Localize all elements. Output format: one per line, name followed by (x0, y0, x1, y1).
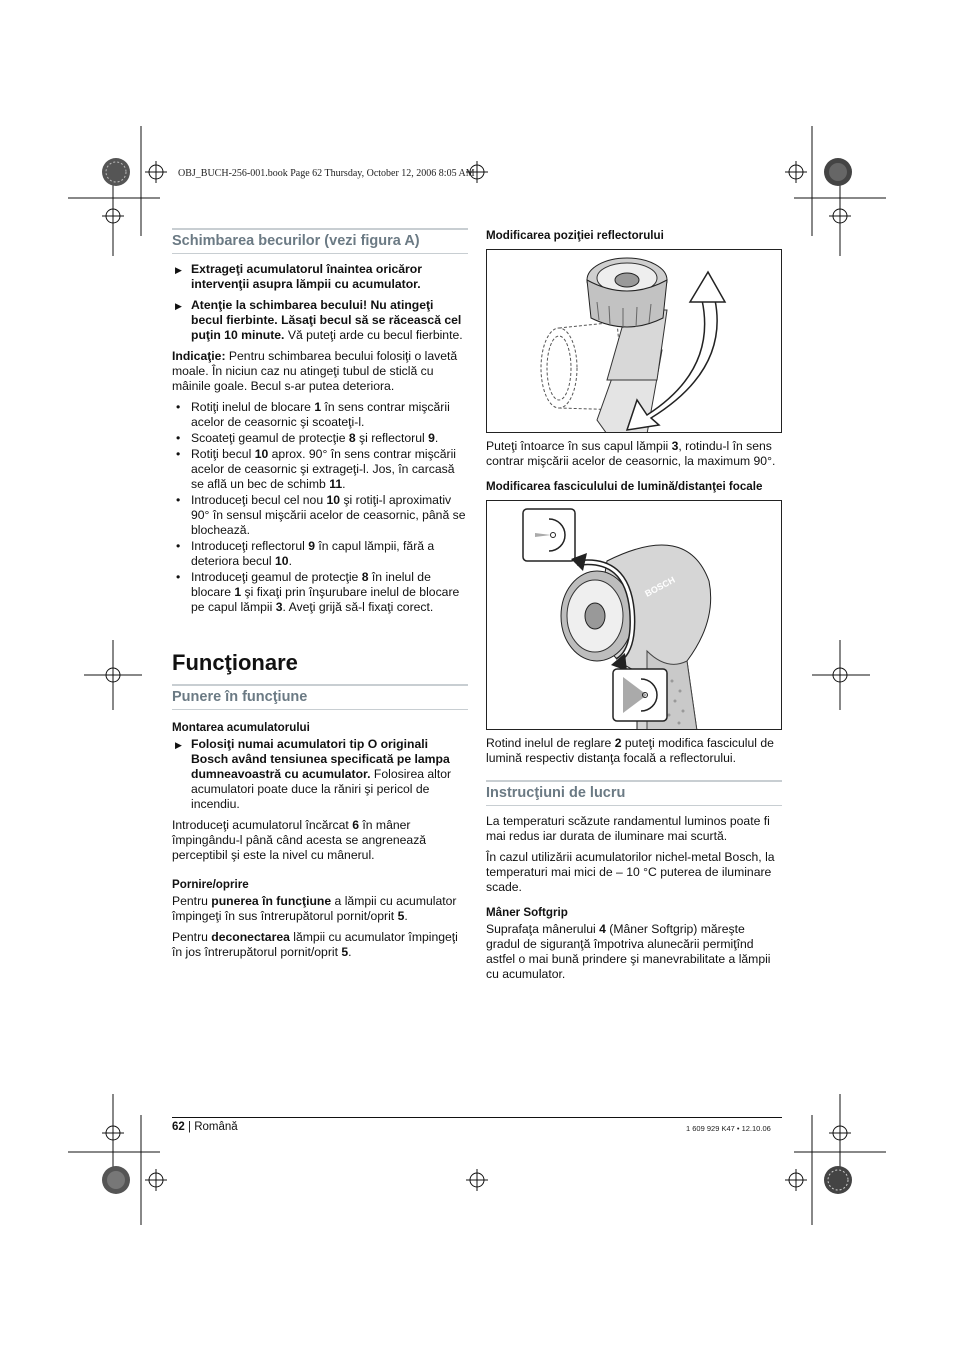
beam-wide-icon (613, 669, 667, 721)
switch-off-paragraph: Pentru deconectarea lămpii cu acumulator împingeţi în jos întrerupătorul pornit/oprit 5. (172, 930, 458, 959)
warning-bold: Extrageţi acumulatorul înaintea oricăror intervenţii asupra lămpii cu acumulator. (191, 262, 422, 291)
footer-rule (172, 1117, 782, 1118)
section-title-startup: Punere în funcţiune (172, 684, 468, 710)
figure-caption-reflector: Puteţi întoarce în sus capul lămpii 3, rotindu-l în sens contrar mişcării acelor de ceasornic, la maximum 90°. (486, 439, 776, 468)
beam-narrow-icon (523, 509, 575, 561)
lamp-focus-illustration (487, 501, 782, 730)
figure-reflector-position (486, 249, 782, 433)
warning-bold: Atenţie la schimbarea becului! Nu atingeţi becul fierbinte. Lăsaţi becul să se răcească cel puţin 10 minute. (191, 298, 462, 342)
figure-caption-beam: Rotind inelul de reglare 2 puteţi modifica fasciculul de lumină respectiv distanţa focală a reflectorului. (486, 736, 774, 765)
right-column (486, 226, 782, 988)
footer-language: Română (194, 1121, 238, 1133)
arrow-bullet-icon: ▶ (175, 301, 182, 311)
page-number: 62 (172, 1121, 185, 1133)
step-text: Introduceţi geamul de protecţie 8 în inelul de blocare 1 şi fixaţi prin înşurubare inelul de blocare pe capul lămpii 3. Aveţi grijă să-l fixaţi corect. (191, 570, 460, 614)
step-text: Rotiţi inelul de blocare 1 în sens contrar mişcării acelor de ceasornic şi scoateţi-l. (191, 400, 450, 429)
subheading-softgrip: Mâner Softgrip (486, 906, 568, 919)
subheading-battery: Montarea acumulatorului (172, 721, 310, 734)
step-text: Scoateţi geamul de protecţie 8 şi reflectorul 9. (191, 431, 439, 445)
footer-page-label (172, 1121, 238, 1133)
work-paragraph: În cazul utilizării acumulatorilor nichel-metal Bosch, la temperaturi mai mici de – 10 °C puterea de iluminare scade. (486, 850, 775, 894)
section-title-work-instructions: Instrucţiuni de lucru (486, 780, 782, 806)
subheading-onoff: Pornire/oprire (172, 878, 249, 891)
print-header: OBJ_BUCH-256-001.book Page 62 Thursday, October 12, 2006 8:05 AM (178, 168, 475, 179)
warning-item (172, 737, 468, 812)
document-code: 1 609 929 K47 • 12.10.06 (686, 1124, 771, 1133)
warning-text: Vă puteţi arde cu becul fierbinte. (284, 328, 463, 342)
figure-beam-focus (486, 500, 782, 730)
list-item: • Rotiţi inelul de blocare 1 în sens contrar mişcării acelor de ceasornic şi scoateţi-l. (176, 400, 450, 429)
lamp-head-rotate-illustration (487, 250, 782, 433)
subheading-reflector: Modificarea poziţiei reflectorului (486, 229, 664, 242)
warning-item (172, 262, 468, 292)
note-label: Indicaţie: (172, 349, 226, 363)
footer-separator: | (184, 1121, 195, 1133)
step-text: Introduceţi becul cel nou 10 şi rotiţi-l aproximativ 90° în sensul mişcării acelor de ceasornic, până se blochează. (191, 493, 466, 537)
warning-item (172, 298, 468, 343)
arrow-bullet-icon: ▶ (175, 265, 182, 275)
bulb-steps-list (172, 400, 468, 615)
subheading-beam: Modificarea fasciculului de lumină/distanţei focale (486, 480, 763, 493)
switch-on-paragraph: Pentru punerea în funcţiune a lămpii cu acumulator împingeţi în sus întrerupătorul pornit/oprit 5. (172, 894, 457, 923)
arrow-bullet-icon: ▶ (175, 740, 182, 750)
left-column (172, 228, 468, 966)
note-paragraph (172, 349, 468, 394)
chapter-title: Funcţionare (172, 650, 298, 675)
note-text: Pentru schimbarea becului folosiţi o lavetă moale. În niciun caz nu atingeţi tubul de sticlă cu mâinile goale. Becul s-ar putea deteriora. (172, 349, 458, 393)
step-text: Introduceţi reflectorul 9 în capul lămpii, fără a deteriora becul 10. (191, 539, 435, 568)
work-paragraph: La temperaturi scăzute randamentul luminos poate fi mai redus iar durata de iluminare mai scurtă. (486, 814, 770, 843)
list-item: • Rotiţi becul 10 aprox. 90° în sens contrar mişcării acelor de ceasornic şi extrageţi-l. Jos, în carcasă se află un bec de schimb 11. (176, 447, 457, 491)
step-text: Rotiţi becul 10 aprox. 90° în sens contrar mişcării acelor de ceasornic şi extrageţi-l. Jos, în carcasă se află un bec de schimb 11. (191, 447, 457, 491)
list-item: • Introduceţi becul cel nou 10 şi rotiţi-l aproximativ 90° în sensul mişcării acelor de ceasornic, până se blochează. (176, 493, 466, 537)
list-item: • Introduceţi reflectorul 9 în capul lămpii, fără a deteriora becul 10. (176, 539, 435, 568)
list-item: • Introduceţi geamul de protecţie 8 în inelul de blocare 1 şi fixaţi prin înşurubare inelul de blocare pe capul lămpii 3. Aveţi grijă să-l fixaţi corect. (176, 570, 460, 614)
section-title-bulb-change: Schimbarea becurilor (vezi figura A) (172, 228, 468, 254)
warning-bold: Folosiţi numai acumulatori tip O originali Bosch având tensiunea specificată pe lampa dumneavoastră cu acumulator. (191, 737, 450, 781)
brand-label: BOSCH (643, 574, 677, 599)
battery-insert-paragraph: Introduceţi acumulatorul încărcat 6 în mâner împingându-l până când acesta se angrenează perceptibil şi este la nivel cu mânerul. (172, 818, 427, 862)
list-item: • Scoateţi geamul de protecţie 8 şi reflectorul 9. (176, 431, 439, 445)
warning-text: Folosirea altor acumulatori poate duce la răniri şi pericol de incendiu. (191, 767, 452, 811)
softgrip-paragraph: Suprafaţa mânerului 4 (Mâner Softgrip) măreşte gradul de siguranţă împotriva alunecării permiţînd astfel o mai bună prindere şi manevrabilitate a lămpii cu acumulator. (486, 922, 771, 981)
